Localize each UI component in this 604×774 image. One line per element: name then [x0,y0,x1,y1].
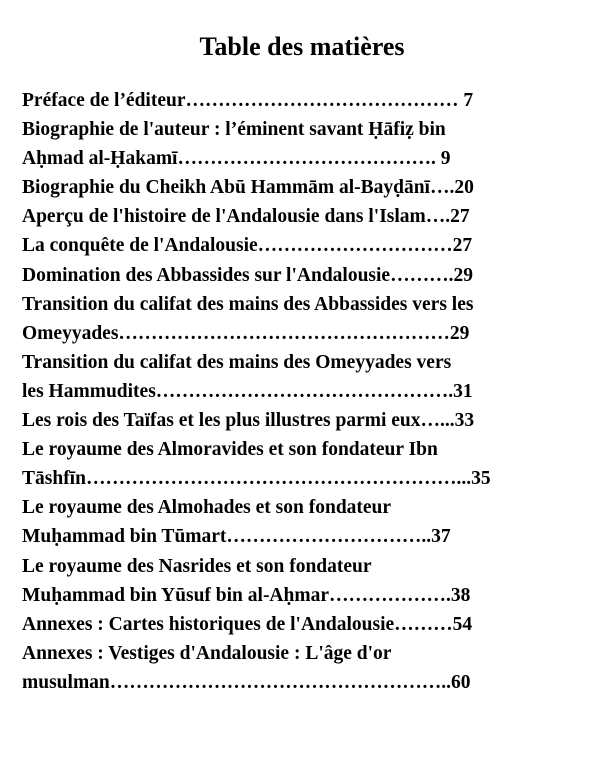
toc-entry-line: les Hammudites……………………………………….31 [22,380,473,402]
toc-entry-line: La conquête de l'Andalousie…………………………27 [22,235,473,257]
toc-entry-line: Le royaume des Almoravides et son fondateur Ibn [22,439,438,461]
toc-entry-line: Tāshfīn…………………………………………………...35 [22,468,491,490]
toc-entry-line: Aperçu de l'histoire de l'Andalousie dans l'Islam….27 [22,206,470,228]
table-of-contents [22,86,582,697]
toc-entry-line: Annexes : Cartes historiques de l'Andalousie………54 [22,613,473,635]
toc-entry-line: Transition du califat des mains des Omeyyades vers [22,351,452,373]
toc-entry-line: Muḥammad bin Yūsuf bin al-Aḥmar……………….38 [22,584,471,606]
toc-entry-line: Le royaume des Nasrides et son fondateur [22,555,372,577]
page-title: Table des matières [199,32,405,61]
toc-entry-line: Annexes : Vestiges d'Andalousie : L'âge d'or [22,642,392,664]
toc-entry-line: Transition du califat des mains des Abbassides vers les [22,293,474,315]
toc-entry-line: Les rois des Taïfas et les plus illustres parmi eux…...33 [22,410,475,432]
toc-entry-line: Biographie du Cheikh Abū Hammām al-Bayḍānī….20 [22,177,474,199]
toc-entry-line: Biographie de l'auteur : l’éminent savant Ḥāfiẓ bin [22,119,446,141]
toc-entry-line: Aḥmad al-Ḥakamī…………………………………. 9 [22,148,451,170]
toc-entry-line: Préface de l’éditeur…………………………………… 7 [22,90,474,111]
toc-entry-line: Omeyyades……………………………………………29 [22,322,470,344]
toc-entry-line: Domination des Abbassides sur l'Andalousie……….29 [22,264,473,286]
toc-entry-line: Muḥammad bin Tūmart…………………………..37 [22,526,451,548]
toc-entry-line: Le royaume des Almohades et son fondateur [22,497,392,519]
toc-entry-line: musulman……………………………………………..60 [22,671,471,693]
